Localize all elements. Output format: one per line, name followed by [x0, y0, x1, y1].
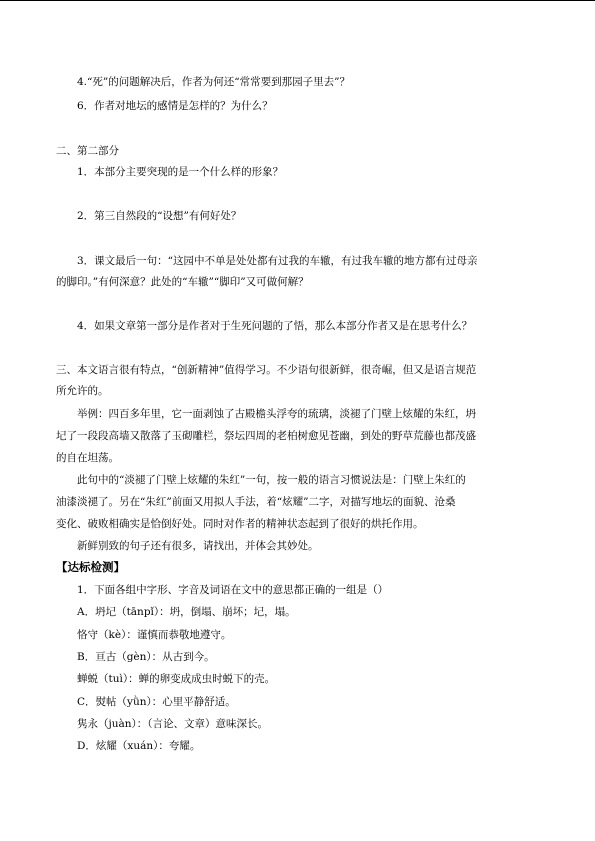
section-part3-line1: 三、本文语言很有特点，“创新精神”值得学习。不少语句很新鲜，很奇崛，但又是语言规范	[56, 364, 477, 376]
question-part1-6: 6．作者对地坛的感情是怎样的？为什么？	[77, 100, 273, 112]
test-question-1: 1．下面各组中字形、字音及词语在文中的意思都正确的一组是（）	[77, 584, 389, 596]
option-c-line2: 隽永（juàn）：（言论、文章）意味深长。	[77, 718, 269, 730]
question-part1-4: 4.“死”的问题解决后，作者为何还“常常要到那园子里去”？	[77, 76, 350, 88]
example-line3: 的自在坦荡。	[56, 452, 119, 464]
example-line1: 举例：四百多年里，它一面剥蚀了古殿檐头浮夸的琉璃，淡褪了门壁上炫耀的朱红，坍	[77, 408, 476, 420]
question-part2-3-line1: 3．课文最后一句：“这园中不单是处处都有过我的车辙，有过我车辙的地方都有过母亲	[77, 255, 478, 267]
question-part2-2: 2．第三自然段的“设想”有何好处？	[77, 210, 242, 222]
option-b-line2: 蝉蜕（tuì）：蝉的卵变成成虫时蜕下的壳。	[77, 673, 276, 685]
test-heading: 【达标检测】	[56, 560, 125, 574]
analysis-line1: 此句中的“淡褪了门壁上炫耀的朱红”一句，按一般的语言习惯说法是：门壁上朱红的	[77, 474, 466, 486]
option-b-line1: B．亘古（gèn）：从古到今。	[77, 651, 215, 663]
section-heading-part2: 二、第二部分	[56, 145, 119, 157]
option-c-line1: C．熨帖（yǜn）：心里平静舒适。	[77, 696, 236, 708]
question-part2-1: 1．本部分主要突现的是一个什么样的形象？	[77, 166, 284, 178]
question-part2-4: 4．如果文章第一部分是作者对于生死问题的了悟，那么本部分作者又是在思考什么？	[77, 320, 473, 332]
analysis-line3: 变化、破败相确实是恰倒好处。同时对作者的精神状态起到了很好的烘托作用。	[56, 518, 424, 530]
question-part2-3-line2: 的脚印。”有何深意？此处的“车辙”“脚印”又可做何解？	[56, 276, 309, 288]
closing-instruction: 新鲜别致的句子还有很多，请找出，并体会其妙处。	[77, 540, 319, 552]
option-a-line2: 恪守（kè）：谨慎而恭敬地遵守。	[77, 629, 232, 641]
option-a-line1: A．坍圮（tānpǐ）：坍，倒塌、崩坏；圮，塌。	[77, 606, 296, 618]
section-part3-line2: 所允许的。	[56, 385, 109, 397]
example-line2: 圮了一段段高墙又散落了玉砌雕栏，祭坛四周的老柏树愈见苍幽，到处的野草荒藤也都茂盛	[56, 430, 476, 442]
option-d-line1: D．炫耀（xuán）：夸耀。	[77, 740, 201, 752]
analysis-line2: 油漆淡褪了。另在“朱红”前面又用拟人手法，着“炫耀”二字，对描写地坛的面貌、沧桑	[56, 496, 456, 508]
page-top-rule	[0, 0, 595, 1]
